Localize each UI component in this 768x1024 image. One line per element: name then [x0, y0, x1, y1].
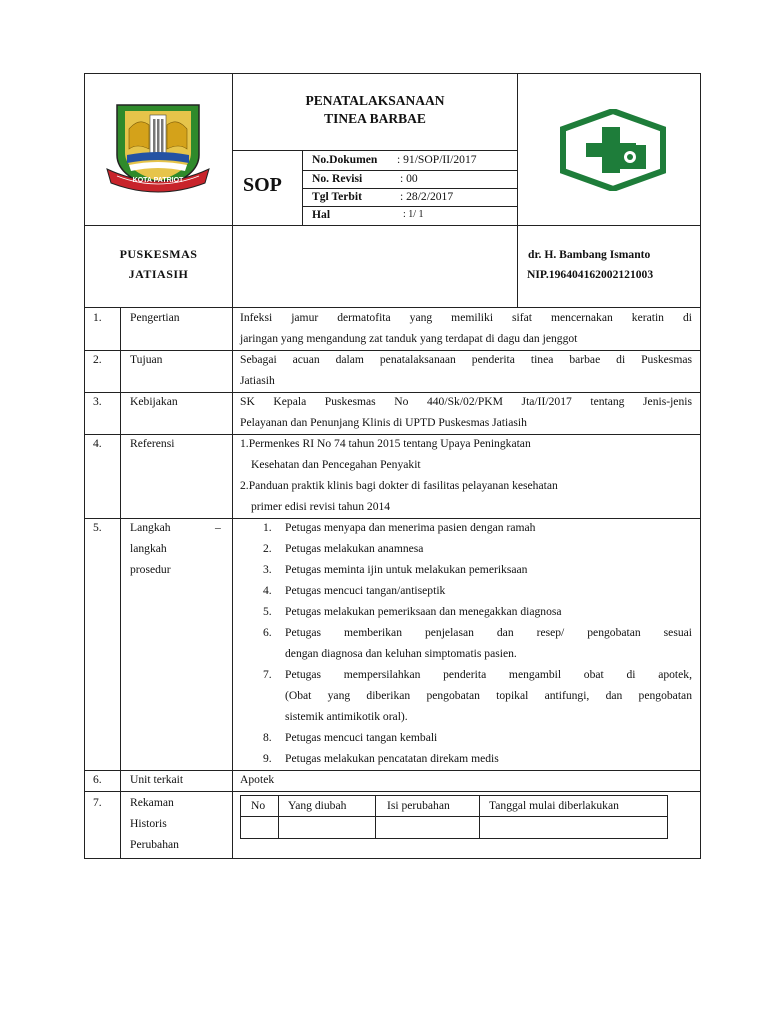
history-table-col3 [479, 795, 480, 839]
doc-number-value: : 91/SOP/II/2017 [397, 153, 477, 166]
org-name-line2: JATIASIH [128, 267, 189, 281]
revision-label: No. Revisi [312, 172, 363, 185]
policy-text-line: Pelayanan dan Penunjang Klinis di UPTD Puskesmas Jatiasih [240, 416, 527, 429]
step-number: 9. [263, 752, 272, 765]
step-text: sistemik antimikotik oral). [285, 710, 408, 723]
step-text: (Obat yang diberikan pengobatan topikal antifungi, dan pengobatan [285, 689, 692, 702]
history-table-col1 [278, 795, 279, 839]
history-header-changed: Yang diubah [288, 799, 347, 812]
history-table-mid [240, 816, 668, 817]
history-header-content: Isi perubahan [387, 799, 450, 812]
row-number: 2. [93, 353, 102, 366]
row-number: 3. [93, 395, 102, 408]
org-name-line1: PUSKESMAS [119, 247, 198, 261]
row-label: Langkah [130, 521, 171, 534]
step-number: 1. [263, 521, 272, 534]
step-number: 5. [263, 605, 272, 618]
row-label: Perubahan [130, 838, 179, 851]
reference-text-line: 2.Panduan praktik klinis bagi dokter di fasilitas pelayanan kesehatan [240, 479, 558, 492]
definition-text-line: jaringan yang mengandung zat tanduk yang terdapat di dagu dan jenggot [240, 332, 578, 345]
step-text: Petugas mencuci tangan kembali [285, 731, 438, 744]
reference-text-line: primer edisi revisi tahun 2014 [251, 500, 391, 513]
publish-date-value: : 28/2/2017 [400, 190, 454, 203]
step-number: 2. [263, 542, 272, 555]
purpose-text-line: Jatiasih [240, 374, 275, 387]
revision-value: : 00 [400, 172, 418, 185]
step-number: 3. [263, 563, 272, 576]
table-border-right [700, 73, 701, 859]
page-label: Hal [312, 208, 331, 221]
row-number: 6. [93, 773, 102, 786]
row-label: prosedur [130, 563, 171, 576]
doc-title-line1: PENATALAKSANAAN [305, 93, 445, 108]
row-label: Tujuan [130, 353, 163, 366]
step-text: Petugas mencuci tangan/antiseptik [285, 584, 446, 597]
row-number: 4. [93, 437, 102, 450]
definition-text-line: Infeksi jamur dermatofita yang memiliki sifat mencernakan keratin di [240, 311, 692, 324]
header-hline-logo-row [84, 225, 701, 226]
history-table-bottom [240, 838, 668, 839]
publish-date-label: Tgl Terbit [312, 190, 362, 203]
page-value: : 1/ 1 [403, 209, 424, 220]
step-number: 4. [263, 584, 272, 597]
table-border-left [84, 73, 85, 859]
signer-name: dr. H. Bambang Ismanto [528, 248, 651, 261]
purpose-text-line: Sebagai acuan dalam penatalaksanaan penderita tinea barbae di Puskesmas [240, 353, 692, 366]
step-text: Petugas melakukan pemeriksaan dan menegakkan diagnosa [285, 605, 562, 618]
row-label: Pengertian [130, 311, 180, 324]
reference-text-line: 1.Permenkes RI No 74 tahun 2015 tentang Upaya Peningkatan [240, 437, 531, 450]
history-table-left [240, 795, 241, 839]
row-label: Unit terkait [130, 773, 184, 786]
header-divider-right [517, 73, 518, 308]
col-divider-label [232, 307, 233, 859]
row-number: 7. [93, 796, 102, 809]
table-border-top [84, 73, 701, 74]
doc-title-line2: TINEA BARBAE [324, 111, 426, 126]
row-label: Kebijakan [130, 395, 178, 408]
row-label-dash: – [215, 521, 221, 534]
table-border-bottom [84, 858, 701, 859]
row-label: Referensi [130, 437, 175, 450]
step-number: 6. [263, 626, 272, 639]
signer-nip: NIP.196404162002121003 [527, 268, 654, 281]
step-text: Petugas melakukan anamnesa [285, 542, 424, 555]
row-divider-6 [84, 791, 701, 792]
step-text: Petugas melakukan pencatatan direkam medis [285, 752, 499, 765]
row-number: 1. [93, 311, 102, 324]
step-text: Petugas meminta ijin untuk melakukan pemeriksaan [285, 563, 528, 576]
history-header-effective-date: Tanggal mulai diberlakukan [489, 799, 619, 812]
row-label: Rekaman [130, 796, 174, 809]
related-unit-text: Apotek [240, 773, 275, 786]
bekasi-city-logo [103, 97, 213, 197]
row-number: 5. [93, 521, 102, 534]
step-text: Petugas memberikan penjelasan dan resep/ pengobatan sesuai [285, 626, 692, 639]
step-text: dengan diagnosa dan keluhan simptomatis pasien. [285, 647, 517, 660]
col-divider-num [120, 307, 121, 859]
step-text: Petugas mempersilahkan penderita mengambil obat di apotek, [285, 668, 692, 681]
step-number: 7. [263, 668, 272, 681]
doc-number-label: No.Dokumen [312, 153, 378, 166]
step-text: Petugas menyapa dan menerima pasien dengan ramah [285, 521, 536, 534]
logo-banner-text: KOTA PATRIOT [132, 177, 184, 184]
history-table-col2 [375, 795, 376, 839]
policy-text-line: SK Kepala Puskesmas No 440/Sk/02/PKM Jta/II/2017 tentang Jenis-jenis [240, 395, 692, 408]
history-table-right [667, 795, 668, 839]
sop-label: SOP [243, 174, 282, 196]
step-number: 8. [263, 731, 272, 744]
puskesmas-logo [558, 109, 668, 191]
row-label: Historis [130, 817, 167, 830]
reference-text-line: Kesehatan dan Pencegahan Penyakit [251, 458, 421, 471]
row-label: langkah [130, 542, 167, 555]
history-header-no: No [251, 799, 266, 812]
